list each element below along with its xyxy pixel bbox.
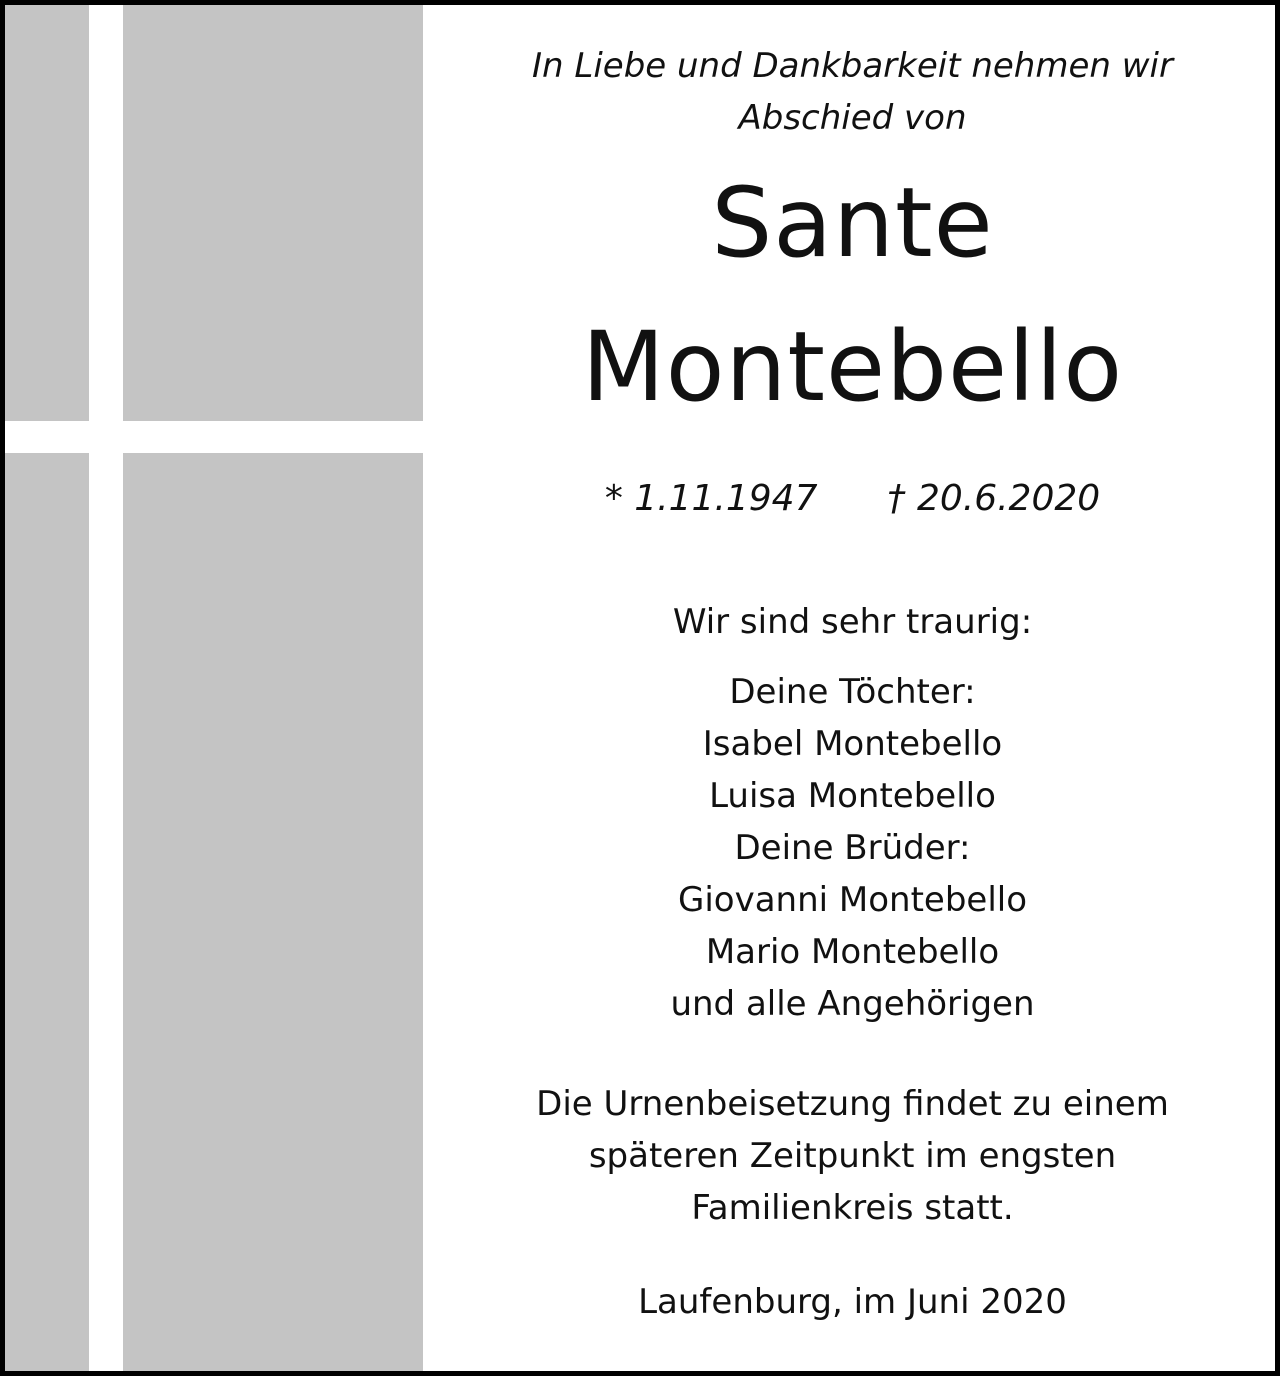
- obituary-text: [430, 0, 1275, 1376]
- place-and-date: Laufenburg, im Juni 2020: [638, 1282, 1067, 1322]
- notice-line-1: Die Urnenbeisetzung findet zu einem: [536, 1084, 1169, 1124]
- intro-line-1: In Liebe und Dankbarkeit nehmen wir: [532, 46, 1173, 86]
- life-dates: [430, 474, 1275, 524]
- mourner-line: Luisa Montebello: [709, 776, 996, 816]
- mourner-line: Isabel Montebello: [702, 724, 1003, 764]
- notice-line-3: Familienkreis statt.: [691, 1188, 1014, 1228]
- mourners-heading: Wir sind sehr traurig:: [672, 602, 1033, 642]
- mourner-line: Giovanni Montebello: [677, 880, 1028, 920]
- birth-date: * 1.11.1947: [604, 478, 818, 519]
- deceased-last-name: Montebello: [581, 311, 1124, 423]
- cross-panel-top-left: [5, 5, 89, 421]
- intro-line-2: Abschied von: [738, 98, 967, 138]
- death-date: † 20.6.2020: [887, 478, 1101, 519]
- cross-panel-top-right: [123, 5, 423, 421]
- mourner-line: und alle Angehörigen: [670, 984, 1035, 1024]
- mourner-line: Deine Töchter:: [729, 672, 976, 712]
- mourner-line: Deine Brüder:: [734, 828, 971, 868]
- cross-panel-bottom-right: [123, 453, 423, 1371]
- deceased-first-name: Sante: [711, 167, 994, 279]
- cross-panel-bottom-left: [5, 453, 89, 1371]
- notice-line-2: späteren Zeitpunkt im engsten: [588, 1136, 1117, 1176]
- mourner-line: Mario Montebello: [705, 932, 1000, 972]
